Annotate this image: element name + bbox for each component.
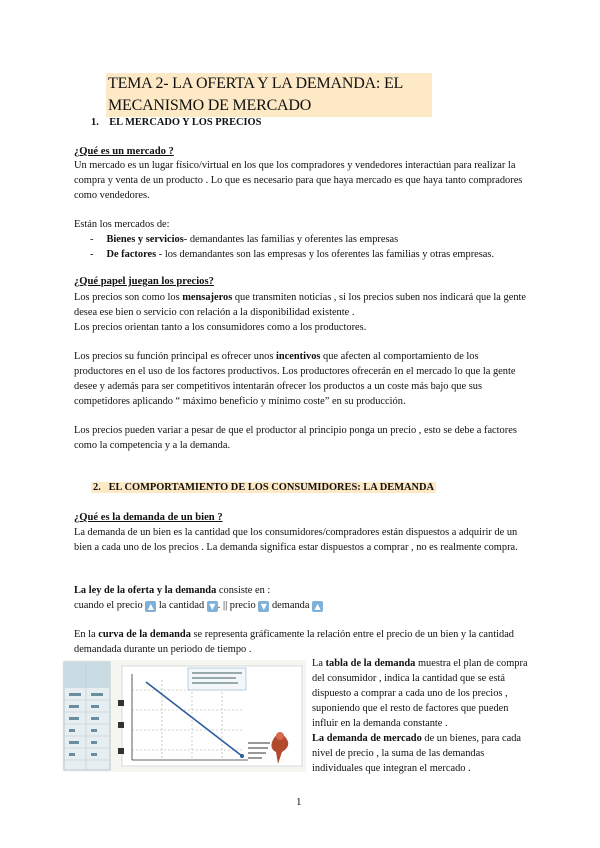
- arrow-down-icon: ▼: [258, 601, 269, 612]
- p10-c: de un bienes, para cada nivel de precio , la suma de las demandas individuales que integran el mercado .: [312, 733, 522, 774]
- bullet-1-bold: Bienes y servicios: [106, 234, 184, 245]
- paragraph-ley: [74, 583, 526, 598]
- paragraph-demanda-mercado: [312, 731, 530, 776]
- demand-curve-figure: [62, 660, 306, 772]
- bullet-1-text: - demandantes las familias y oferentes las empresas: [183, 234, 399, 245]
- paragraph-mercado: Un mercado es un lugar físico/virtual en los que los compradores y vendedores interactúan para realizar la compra y venta de un producto . Lo que es necesario para que haya mercado es que haya tanto compradores como vendedores.: [74, 160, 523, 201]
- page-number: 1: [296, 796, 302, 808]
- law-bold: La ley de la oferta y la demanda: [74, 585, 217, 596]
- law-l2: la cantidad: [158, 600, 205, 611]
- p9-bold: tabla de la demanda: [325, 658, 416, 669]
- section-1-title: EL MERCADO Y LOS PRECIOS: [109, 117, 262, 128]
- section-1-heading: [91, 116, 261, 130]
- p5-bold: incentivos: [275, 351, 321, 362]
- p5-text-c: que afecten al comportamiento de los productores en el uso de los factores productivos. Los productores ofrecerán en el mercado lo que la gente desee y además para ser competitivos intentarán ofrecer los productos a un coste más bajo que sus competidores aplicando “ máximo beneficio y mínimo coste” en su producción.: [74, 351, 516, 407]
- document-title: [106, 73, 432, 117]
- section-1-number: 1.: [91, 117, 99, 128]
- law-line: [74, 598, 526, 613]
- demand-figure-graphic: [62, 660, 306, 772]
- section-2-heading: [91, 481, 436, 495]
- paragraph-demanda: La demanda de un bien es la cantidad que los consumidores/compradores están dispuestos a adquirir de un bien a cada uno de los precios . La demanda significa estar dispuestos a comprar , no es realmente compra.: [74, 527, 518, 553]
- arrow-up-icon: ▲: [145, 601, 156, 612]
- p9-a: La: [312, 658, 326, 669]
- paragraph-curva: [74, 627, 526, 657]
- p8-c: se representa gráficamente la relación entre el precio de un bien y la cantidad demandada durante un periodo de tiempo .: [74, 629, 515, 655]
- title-line-1: TEMA 2- LA OFERTA Y LA DEMANDA: EL: [108, 75, 404, 92]
- p5-text-a: Los precios su función principal es ofrecer unos: [74, 351, 276, 362]
- question-precios: ¿Qué papel juegan los precios?: [74, 276, 214, 287]
- paragraph-variacion-precios: Los precios pueden variar a pesar de que el productor al principio ponga un precio , esto se debe a factores como la competencia y a la demanda.: [74, 425, 517, 451]
- bullet-2-bold: De factores: [106, 249, 157, 260]
- paragraph-incentivos: [74, 349, 526, 409]
- p10-bold: La demanda de mercado: [312, 733, 422, 744]
- p3-text-c: que transmiten noticias , si los precios suben nos indicará que la gente desea ese bien o servicio con relación a la disponibilidad existente .: [74, 292, 527, 318]
- bullet-bienes-servicios: - Bienes y servicios- demandantes las familias y oferentes las empresas: [90, 234, 399, 245]
- paragraph-orientan: Los precios orientan tanto a los consumidores como a los productores.: [74, 322, 367, 333]
- section-2-title: EL COMPORTAMIENTO DE LOS CONSUMIDORES: LA DEMANDA: [108, 482, 435, 493]
- p9-c: muestra el plan de compra del consumidor , indica la cantidad que se está dispuesto a comprar a cada uno de los precios , suponiendo que el resto de factores que pueden influir en la demanda constante .: [312, 658, 528, 729]
- p3-bold: mensajeros: [182, 292, 233, 303]
- law-l4: demanda: [271, 600, 310, 611]
- p8-bold: curva de la demanda: [98, 629, 191, 640]
- p8-a: En la: [74, 629, 99, 640]
- question-mercado: ¿Qué es un mercado ?: [74, 146, 174, 157]
- arrow-down-icon: ▼: [207, 601, 218, 612]
- law-l3: . || precio: [217, 600, 256, 611]
- title-line-2: MECANISMO DE MERCADO: [108, 97, 312, 114]
- law-text: consiste en :: [216, 585, 271, 596]
- paragraph-tabla-demanda: [312, 656, 530, 731]
- question-demanda: ¿Qué es la demanda de un bien ?: [74, 512, 223, 523]
- bullet-2-text: - los demandantes son las empresas y los oferentes las familias y otras empresas.: [156, 249, 495, 260]
- section-2-highlight: [91, 482, 436, 493]
- law-l1: cuando el precio: [74, 600, 143, 611]
- arrow-up-icon: ▲: [312, 601, 323, 612]
- paragraph-mensajeros: [74, 290, 526, 320]
- section-2-number: 2.: [93, 482, 101, 493]
- bullet-factores: - De factores - los demandantes son las empresas y los oferentes las familias y otras empresas.: [90, 249, 495, 260]
- paragraph-tipos-mercado: Están los mercados de:: [74, 219, 170, 230]
- p3-text-a: Los precios son como los: [74, 292, 183, 303]
